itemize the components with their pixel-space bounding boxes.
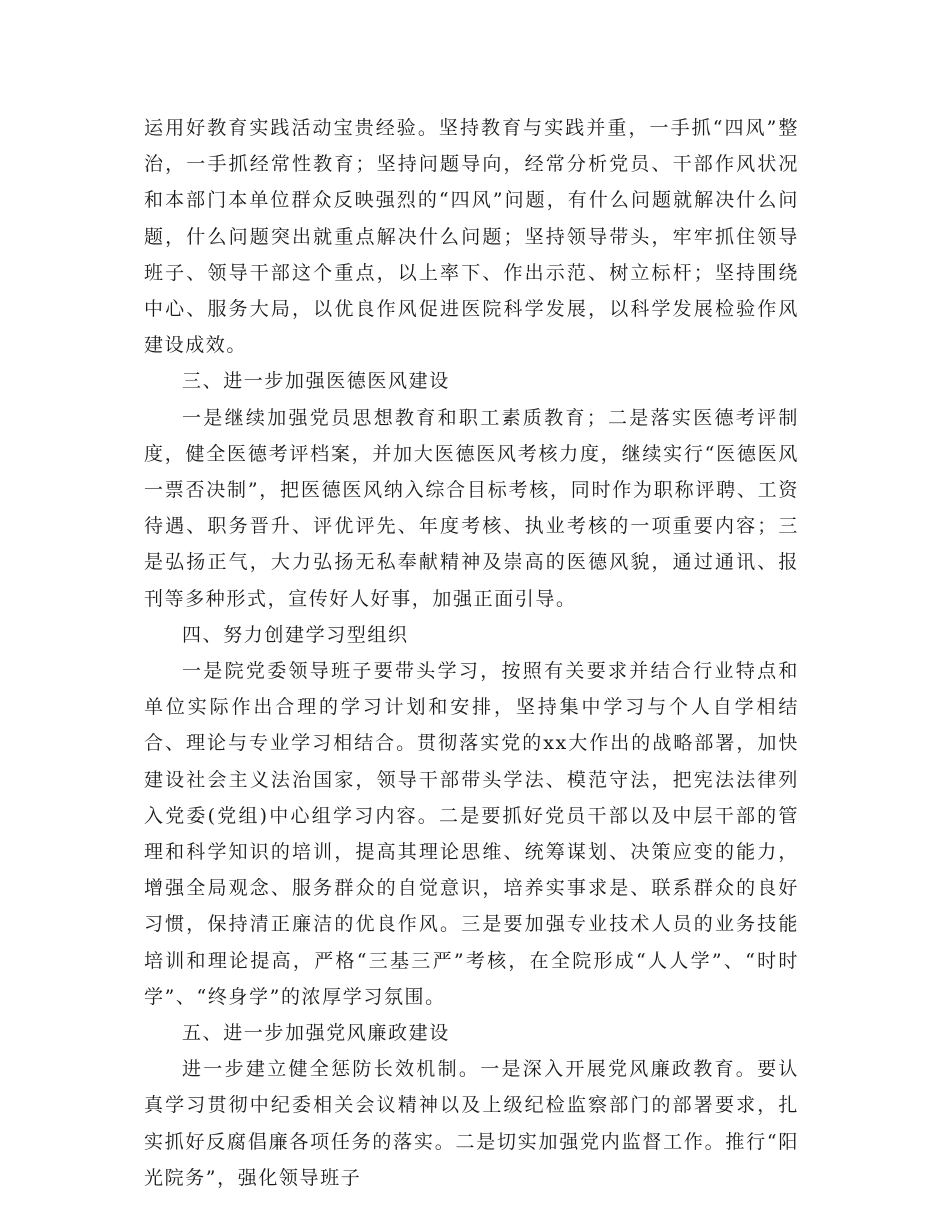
paragraph-medical-ethics: 一是继续加强党员思想教育和职工素质教育；二是落实医德考评制度，健全医德考评档案，并加大医德医风考核力度，继续实行“医德医风一票否决制”，把医德医风纳入综合目标考核，同时作为职称评聘、工资待遇、职务晋升、评优评先、年度考核、执业考核的一项重要内容；三是弘扬正气，大力弘扬无私奉献精神及崇高的医德风貌，通过通讯、报刊等多种形式，宣传好人好事，加强正面引导。 — [144, 406, 799, 610]
paragraph-learning-organization: 一是院党委领导班子要带头学习，按照有关要求并结合行业特点和单位实际作出合理的学习计划和安排，坚持集中学习与个人自学相结合、理论与专业学习相结合。贯彻落实党的xx大作出的战略部署，加快建设社会主义法治国家，领导干部带头学法、模范守法，把宪法法律列入党委(党组)中心组学习内容。二是要抓好党员干部以及中层干部的管理和科学知识的培训，提高其理论思维、统筹谋划、决策应变的能力，增强全局观念、服务群众的自觉意识，培养实事求是、联系群众的良好习惯，保持清正廉洁的优良作风。三是要加强专业技术人员的业务技能培训和理论提高，严格“三基三严”考核，在全院形成“人人学”、“时时学”、“终身学”的浓厚学习氛围。 — [144, 660, 799, 1008]
heading-party-integrity: 五、进一步加强党风廉政建设 — [182, 1022, 450, 1045]
document-page — [144, 110, 799, 1196]
paragraph-party-integrity: 进一步建立健全惩防长效机制。一是深入开展党风廉政教育。要认真学习贯彻中纪委相关会议精神以及上级纪检监察部门的部署要求，扎实抓好反腐倡廉各项任务的落实。二是切实加强党内监督工作。推行“阳光院务”，强化领导班子 — [144, 1058, 799, 1189]
heading-learning-organization: 四、努力创建学习型组织 — [182, 623, 409, 646]
paragraph-experience: 运用好教育实践活动宝贵经验。坚持教育与实践并重，一手抓“四风”整治，一手抓经常性教育；坚持问题导向，经常分析党员、干部作风状况和本部门本单位群众反映强烈的“四风”问题，有什么问题就解决什么问题，什么问题突出就重点解决什么问题；坚持领导带头，牢牢抓住领导班子、领导干部这个重点，以上率下、作出示范、树立标杆；坚持围绕中心、服务大局，以优良作风促进医院科学发展，以科学发展检验作风建设成效。 — [144, 117, 799, 357]
heading-medical-ethics: 三、进一步加强医德医风建设 — [182, 370, 450, 393]
